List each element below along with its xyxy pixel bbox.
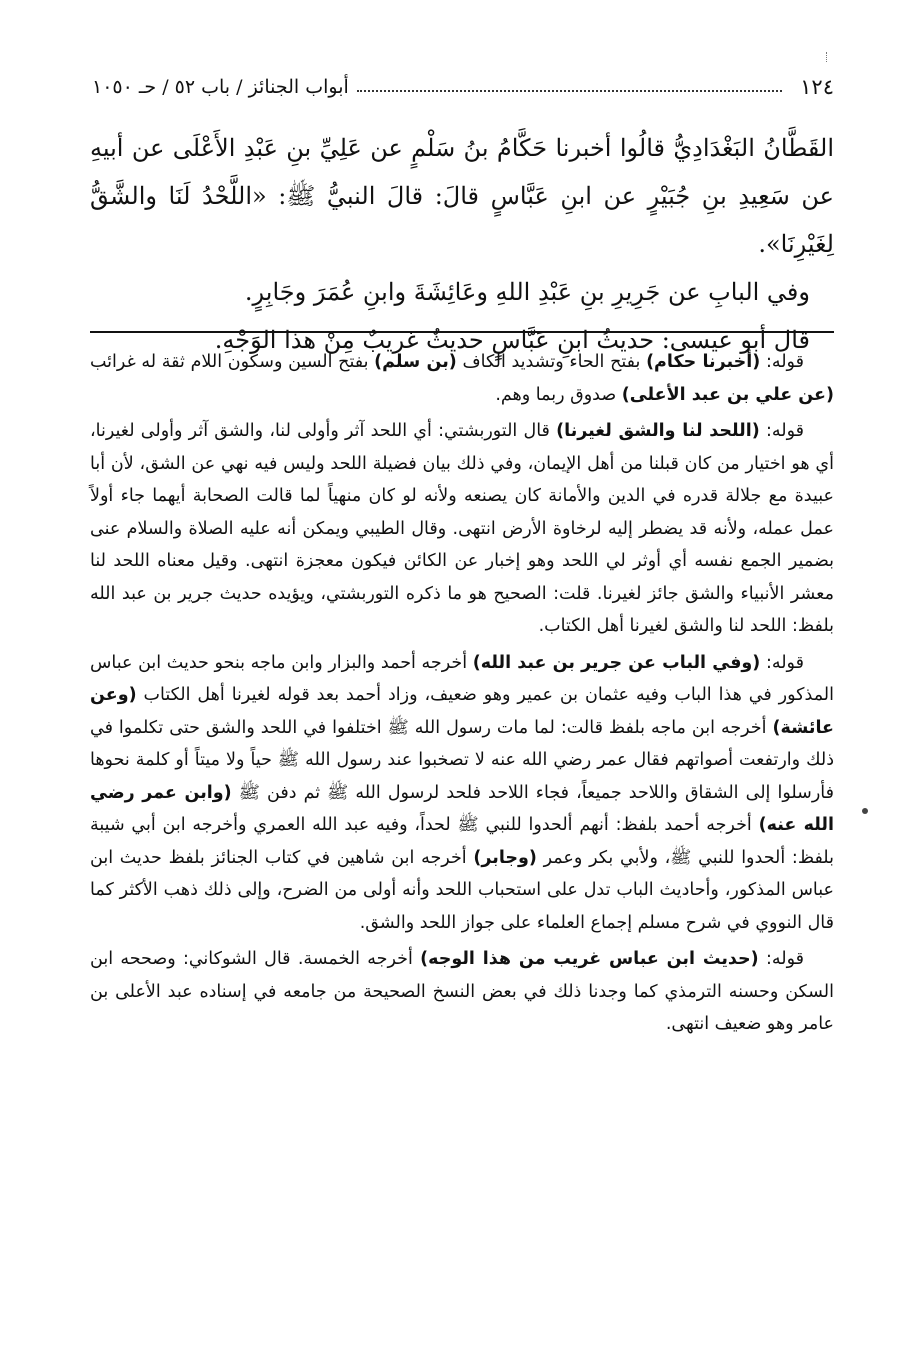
quote-lead: قوله: [765, 652, 804, 673]
explanation-text: أخرجه الخمسة. قال الشوكاني: وصححه ابن السكن وحسنه الترمذي كما وجدنا ذلك في بعض النسخ الصحيحة من جامعه في إسناده عبد الأعلى بن عامر وهو ضعيف انتهى. [90, 949, 834, 1034]
commentary [90, 346, 834, 1045]
dotted-leader [357, 90, 782, 92]
quoted-phrase: (حديث ابن عباس غريب من هذا الوجه) [420, 949, 759, 969]
page-number: ١٢٤ [800, 75, 834, 99]
corner-mark [826, 52, 830, 62]
explanation-text: بفتح الحاء وتشديد الكاف [462, 352, 641, 372]
quoted-phrase: (وجابر) [473, 847, 537, 868]
hadith-isnad-and-matn: القَطَّانُ البَغْدَادِيُّ قالُوا أخبرنا حَكَّامُ بنُ سَلْمٍ عن عَلِيِّ بنِ عَبْدِ الأَعْلَى عن أبيهِ عن سَعِيدِ بنِ جُبَيْرٍ عن ابنِ عَبَّاسٍ قالَ: قالَ النبيُّ ﷺ: «اللَّحْدُ لَنَا والشَّقُّ لِغَيْرِنَا». [90, 134, 834, 258]
quote-lead: قوله: [765, 421, 804, 441]
quoted-phrase: (أخبرنا حكام) [646, 352, 761, 372]
quoted-phrase: (عن علي بن عبد الأعلى) [621, 384, 834, 405]
quoted-phrase: (وابن عمر رضي الله عنه) [90, 782, 834, 835]
quoted-phrase: (وعن عائشة) [90, 685, 834, 738]
quote-lead: قوله: [765, 949, 804, 969]
commentary-paragraph-2 [90, 415, 834, 643]
quoted-phrase: (بن سلم) [374, 352, 457, 372]
commentary-paragraph-4 [90, 943, 834, 1041]
explanation-text: أخرجه ابن ماجه بلفظ قالت: لما مات رسول الله ﷺ اختلفوا في اللحد والشق حتى تكلموا في ذلك وارتفعت أصواتهم فقال عمر رضي الله عنه لا تصخبوا عند رسول الله ﷺ حياً ولا ميتاً أو كلمة نحوها فأرسلوا إلى الشقاق واللاحد جميعاً، فجاء اللاحد فلحد لرسول الله ﷺ ثم دفن ﷺ [90, 717, 834, 803]
explanation-text: أخرجه أحمد بلفظ: أنهم ألحدوا للنبي ﷺ لحداً، وفيه عبد الله العمري وأخرجه ابن أبي شيبة بلفظ: ألحدوا للنبي ﷺ، ولأبي بكر وعمر [90, 815, 834, 868]
running-header [92, 70, 834, 104]
explanation-text: أخرجه أحمد والبزار وابن ماجه بنحو حديث ابن عباس المذكور في هذا الباب وفيه عثمان بن عمير وهو ضعيف، وزاد أحمد بعد قوله لغيرنا أهل الكتاب [90, 652, 834, 705]
chapter-title: أبواب الجنائز / باب ٥٢ / حـ ١٠٥٠ [92, 76, 349, 98]
explanation-text: بفتح السين وسكون اللام ثقة له غرائب [90, 352, 369, 372]
commentary-paragraph-3 [90, 647, 834, 940]
hadith-grading: قال أبو عيسى: حديثُ ابنِ عَبَّاسٍ حديثٌ غريبٌ مِنْ هذا الوَجْهِ. [214, 326, 810, 354]
commentary-paragraph-1 [90, 346, 834, 411]
quote-lead: قوله: [765, 352, 804, 372]
explanation-text: صدوق ربما وهم. [495, 384, 617, 405]
explanation-text: قال التوربشتي: أي اللحد آثر وأولى لنا، والشق آثر وأولى لغيرنا، أي هو اختيار من كان قبلنا من أهل الإيمان، وفي ذلك بيان فضيلة اللحد وليس فيه نهي عن الشق، لأن أبا عبيدة مع جلالة قدره في الدين والأمانة كان يصنعه ولأنه لو كان منهياً لما قالت الصحابة أيهما جاء أولاً عمل عمله، ولأنه قد يضطر إليه لرخاوة الأرض انتهى. وقال الطيبي ويمكن أنه عليه الصلاة والسلام عنى بضمير الجمع نفسه أي أوثر لي اللحد وهو إخبار عن الكائن فيكون معجزة انتهى. وقيل معناه اللحد لنا معشر الأنبياء والشق جائز لغيرنا. قلت: الصحيح هو ما ذكره التوربشتي، ويؤيده حديث جرير بن عبد الله بلفظ: اللحد لنا والشق لغيرنا أهل الكتاب. [90, 421, 834, 636]
hadith-in-chapter: وفي البابِ عن جَرِيرِ بنِ عَبْدِ اللهِ وعَائِشَةَ وابنِ عُمَرَ وجَابِرٍ. [244, 278, 810, 306]
margin-dot [862, 808, 868, 814]
separator-rule [90, 331, 834, 333]
quoted-phrase: (وفي الباب عن جرير بن عبد الله) [472, 652, 761, 673]
explanation-text: أخرجه ابن شاهين في كتاب الجنائز بلفظ حديث ابن عباس المذكور، وأحاديث الباب تدل على استحباب اللحد وأنه أولى من الضرح، وإلى ذلك ذهب الأكثر كما قال النووي في شرح مسلم إجماع العلماء على جواز اللحد والشق. [90, 847, 834, 933]
quoted-phrase: (اللحد لنا والشق لغيرنا) [556, 421, 760, 441]
hadith-text [90, 124, 834, 364]
